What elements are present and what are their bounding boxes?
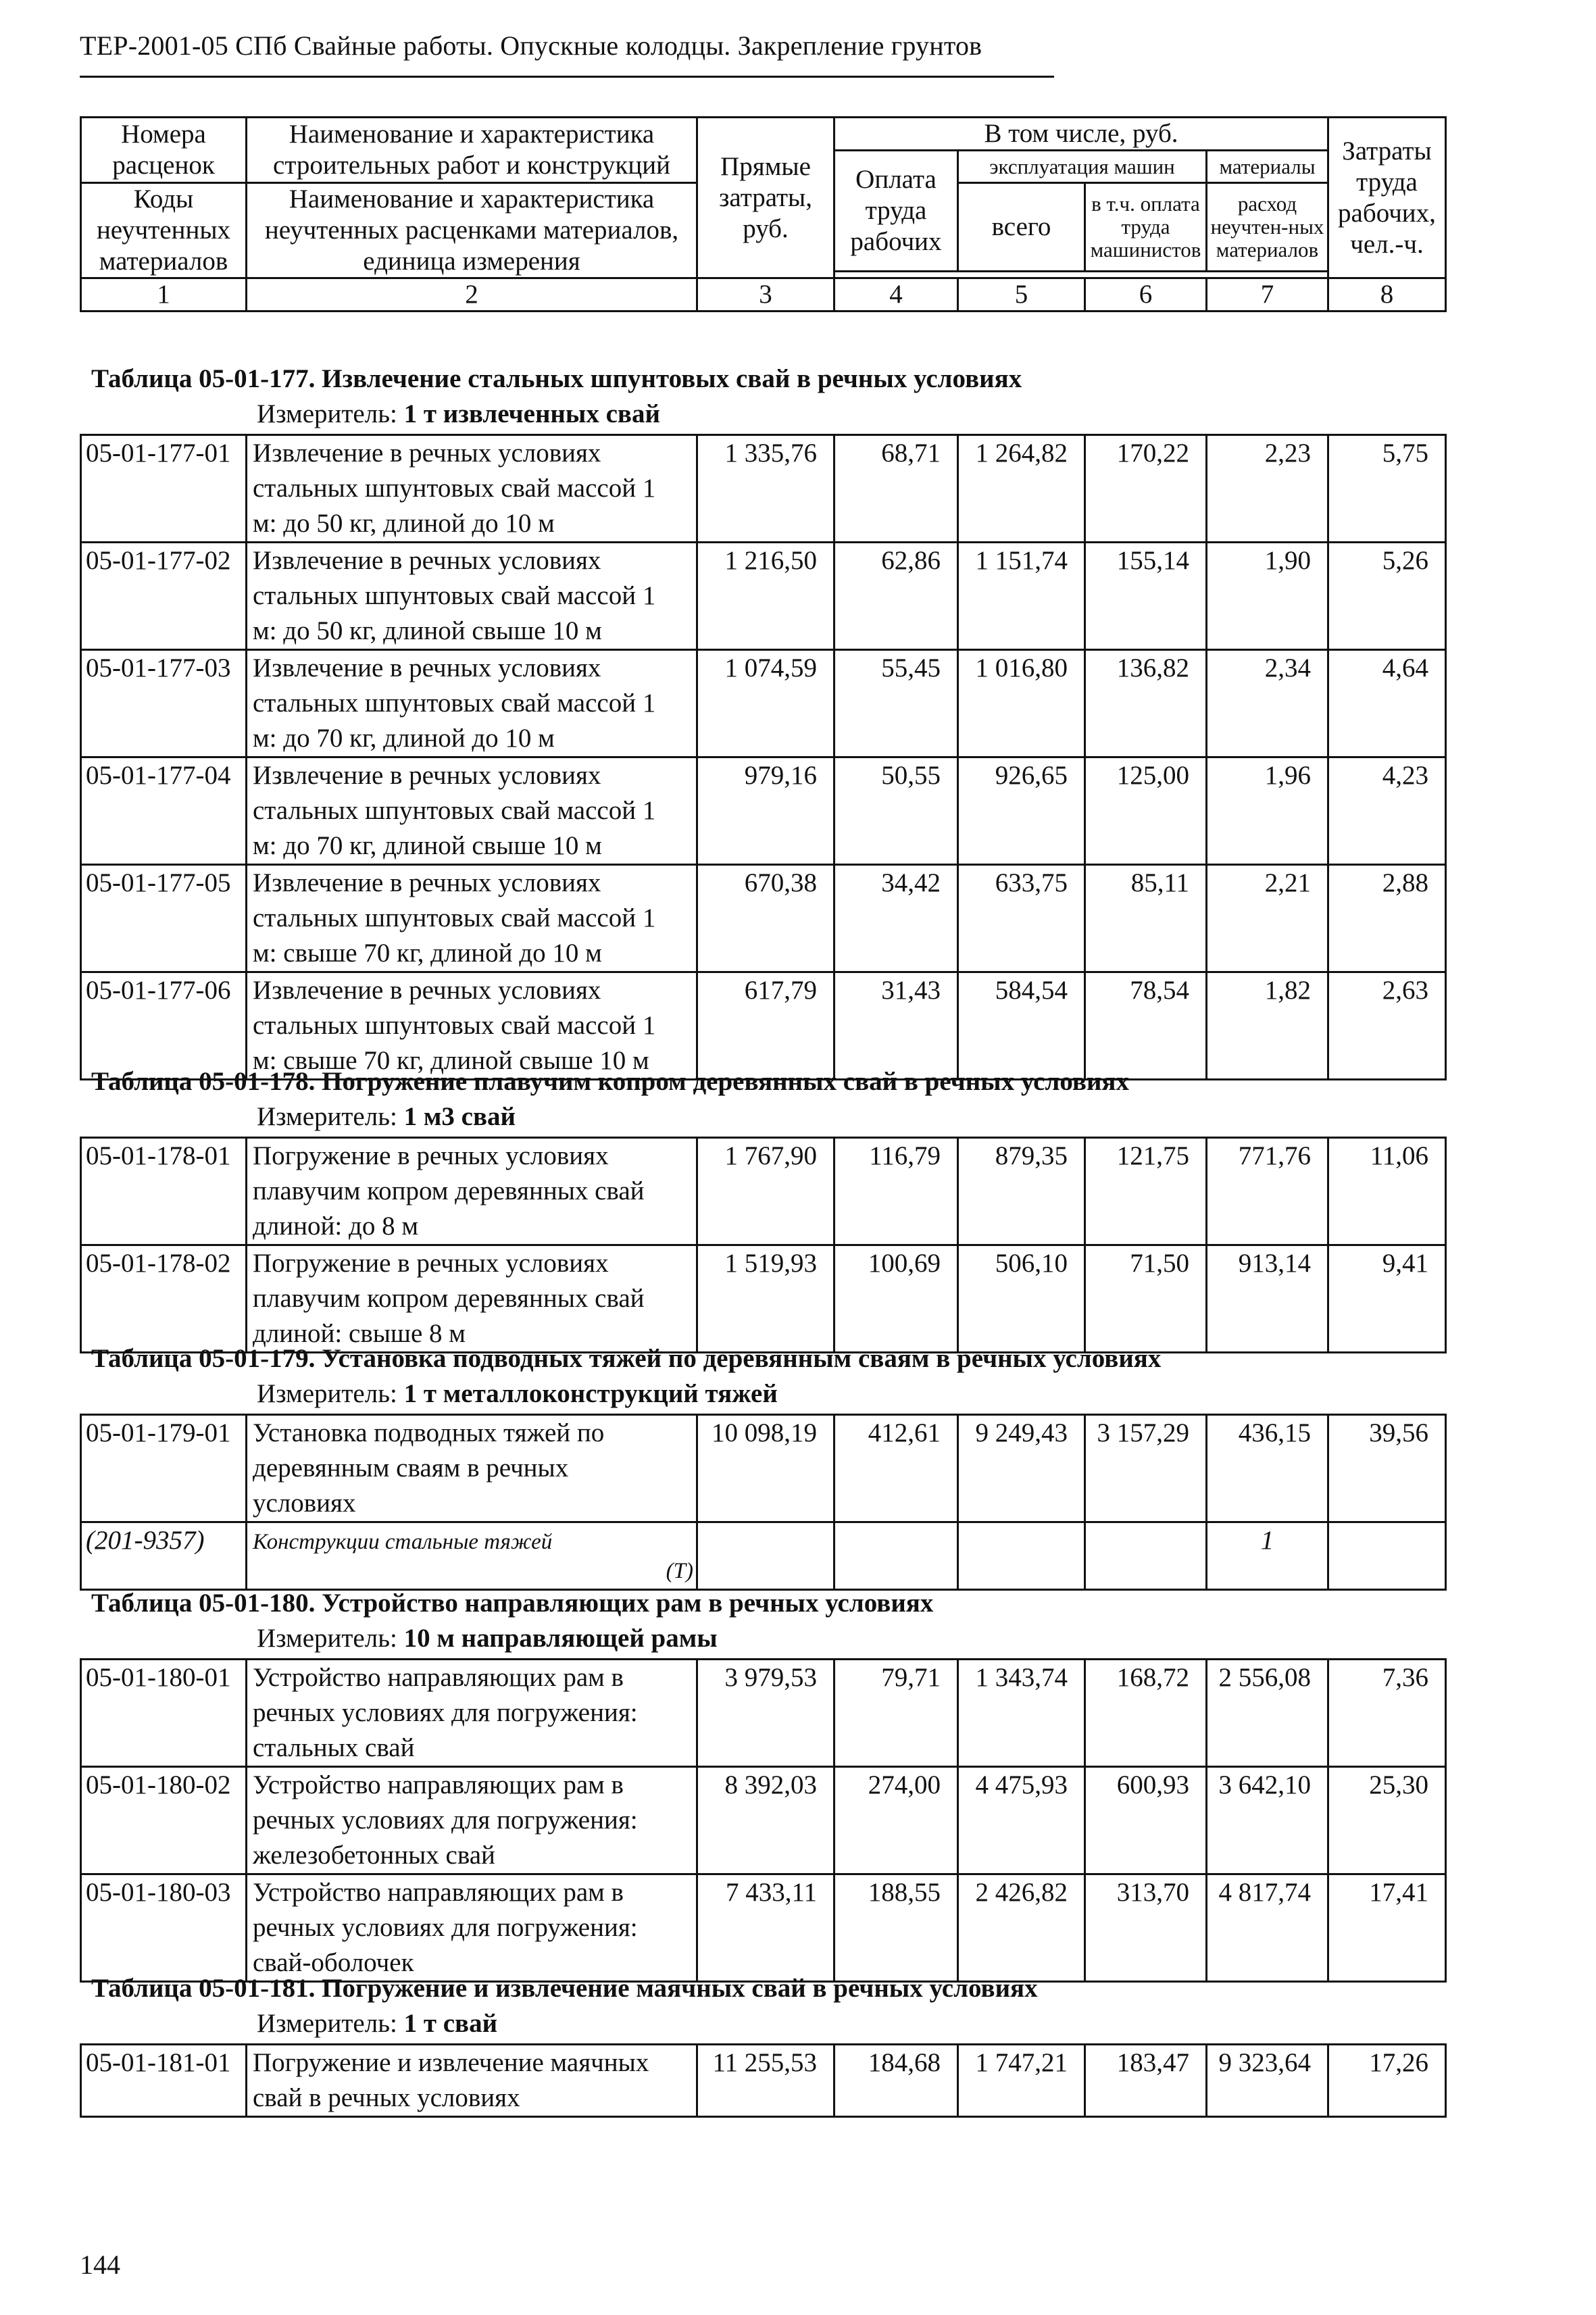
- work-name: [247, 435, 697, 543]
- material-quantity: 1: [1207, 1522, 1328, 1590]
- work-name-line: стальных шпунтовых свай массой 1: [253, 689, 656, 718]
- work-name-line: железобетонных свай: [253, 1841, 495, 1870]
- operator-wages: 136,82: [1085, 650, 1207, 757]
- measure-value: 1 т извлеченных свай: [403, 399, 660, 428]
- header-including: В том числе, руб.: [834, 118, 1328, 151]
- column-number: 6: [1085, 278, 1207, 312]
- operator-wages: 78,54: [1085, 972, 1207, 1080]
- machine-total: 1 264,82: [958, 435, 1085, 543]
- rows-body: [81, 2045, 1446, 2117]
- empty-cell: [1328, 1522, 1446, 1590]
- work-name-line: Погружение в речных условиях: [253, 1141, 609, 1170]
- measure-value: 1 м3 свай: [403, 1102, 516, 1131]
- work-name-line: плавучим копром деревянных свай: [253, 1284, 645, 1313]
- operator-wages: 121,75: [1085, 1138, 1207, 1245]
- work-name: [247, 1660, 697, 1767]
- rate-code: 05-01-178-01: [81, 1138, 247, 1245]
- materials-cost: 9 323,64: [1207, 2045, 1328, 2117]
- header-machine-total: всего: [958, 183, 1085, 272]
- running-head: ТЕР-2001-05 СПб Свайные работы. Опускные колодцы. Закрепление грунтов: [80, 30, 982, 61]
- rate-table-179: [80, 1414, 1447, 1591]
- worker-wages: 116,79: [834, 1138, 958, 1245]
- direct-costs: 1 335,76: [697, 435, 834, 543]
- rate-code: 05-01-180-03: [81, 1874, 247, 1982]
- work-name: [247, 2045, 697, 2117]
- measure-label: Измеритель:: [257, 399, 397, 428]
- table-row: [81, 2045, 1446, 2117]
- work-name: [247, 1415, 697, 1522]
- measure-value: 1 т свай: [403, 2009, 498, 2038]
- work-name-line: длиной: свыше 8 м: [253, 1319, 466, 1348]
- labor-hours: 4,64: [1328, 650, 1446, 757]
- header-material-codes: Коды неучтенных материалов: [81, 183, 247, 278]
- work-name: [247, 865, 697, 972]
- direct-costs: 979,16: [697, 757, 834, 865]
- measure-line: [257, 1101, 516, 1132]
- rows-body: [81, 1138, 1446, 1353]
- work-name-line: Погружение и извлечение маячных: [253, 2048, 649, 2077]
- rate-table-177: [80, 434, 1447, 1080]
- work-name: [247, 650, 697, 757]
- worker-wages: 100,69: [834, 1245, 958, 1353]
- column-number: 2: [247, 278, 697, 312]
- materials-cost: 2 556,08: [1207, 1660, 1328, 1767]
- machine-total: 633,75: [958, 865, 1085, 972]
- rows-body: [81, 1660, 1446, 1982]
- work-name-line: стальных свай: [253, 1733, 415, 1762]
- machine-total: 9 249,43: [958, 1415, 1085, 1522]
- worker-wages: 31,43: [834, 972, 958, 1080]
- table-title: Таблица 05-01-177. Извлечение стальных шпунтовых свай в речных условиях: [91, 364, 1022, 393]
- work-name-line: Извлечение в речных условиях: [253, 868, 601, 897]
- operator-wages: 71,50: [1085, 1245, 1207, 1353]
- table-row: [81, 1874, 1446, 1982]
- column-number: 8: [1328, 278, 1446, 312]
- work-name: [247, 972, 697, 1080]
- column-number: 5: [958, 278, 1085, 312]
- work-name-line: Извлечение в речных условиях: [253, 976, 601, 1005]
- header-rule: [80, 76, 1054, 78]
- worker-wages: 62,86: [834, 543, 958, 650]
- work-name-line: Извлечение в речных условиях: [253, 546, 601, 575]
- header-machine-operation: эксплуатация машин: [958, 151, 1207, 183]
- materials-cost: 2,34: [1207, 650, 1328, 757]
- machine-total: 506,10: [958, 1245, 1085, 1353]
- measure-label: Измеритель:: [257, 1102, 397, 1131]
- labor-hours: 5,75: [1328, 435, 1446, 543]
- measure-line: [257, 1378, 778, 1409]
- table-row: [81, 1245, 1446, 1353]
- material-name: Конструкции стальные тяжей: [253, 1530, 553, 1554]
- page-number: 144: [80, 2249, 120, 2280]
- operator-wages: 3 157,29: [1085, 1415, 1207, 1522]
- header-materials: материалы: [1207, 151, 1328, 183]
- work-name-line: Устройство направляющих рам в: [253, 1770, 624, 1799]
- empty-cell: [834, 1522, 958, 1590]
- worker-wages: 55,45: [834, 650, 958, 757]
- operator-wages: 155,14: [1085, 543, 1207, 650]
- direct-costs: 8 392,03: [697, 1767, 834, 1874]
- work-name-line: речных условиях для погружения:: [253, 1806, 638, 1835]
- operator-wages: 600,93: [1085, 1767, 1207, 1874]
- work-name-line: Установка подводных тяжей по: [253, 1418, 605, 1447]
- header-material-names: Наименование и характеристика неучтенных расценками материалов, единица измерения: [247, 183, 697, 278]
- work-name-line: длиной: до 8 м: [253, 1212, 419, 1241]
- direct-costs: 10 098,19: [697, 1415, 834, 1522]
- table-row: [81, 757, 1446, 865]
- work-name: [247, 1245, 697, 1353]
- rate-code: 05-01-177-01: [81, 435, 247, 543]
- column-header-table: [80, 116, 1447, 312]
- direct-costs: 7 433,11: [697, 1874, 834, 1982]
- rate-table-178: [80, 1137, 1447, 1353]
- worker-wages: 188,55: [834, 1874, 958, 1982]
- work-name-line: Извлечение в речных условиях: [253, 439, 601, 468]
- work-name-line: Извлечение в речных условиях: [253, 653, 601, 682]
- machine-total: 584,54: [958, 972, 1085, 1080]
- labor-hours: 25,30: [1328, 1767, 1446, 1874]
- labor-hours: 17,26: [1328, 2045, 1446, 2117]
- machine-total: 1 151,74: [958, 543, 1085, 650]
- machine-total: 926,65: [958, 757, 1085, 865]
- table-row: [81, 972, 1446, 1080]
- work-name-line: плавучим копром деревянных свай: [253, 1176, 645, 1205]
- measure-label: Измеритель:: [257, 2009, 397, 2038]
- column-number: 3: [697, 278, 834, 312]
- labor-hours: 2,63: [1328, 972, 1446, 1080]
- materials-cost: 2,21: [1207, 865, 1328, 972]
- measure-line: [257, 2008, 497, 2039]
- work-name-line: речных условиях для погружения:: [253, 1913, 638, 1942]
- table-title: Таблица 05-01-181. Погружение и извлечение маячных свай в речных условиях: [91, 1974, 1038, 2003]
- work-name: [247, 543, 697, 650]
- worker-wages: 50,55: [834, 757, 958, 865]
- work-name-line: стальных шпунтовых свай массой 1: [253, 581, 656, 610]
- machine-total: 879,35: [958, 1138, 1085, 1245]
- rate-code: 05-01-177-04: [81, 757, 247, 865]
- rate-code: 05-01-180-01: [81, 1660, 247, 1767]
- work-name: [247, 1767, 697, 1874]
- measure-value: 1 т металлоконструкций тяжей: [403, 1379, 778, 1408]
- labor-hours: 11,06: [1328, 1138, 1446, 1245]
- measure-label: Измеритель:: [257, 1379, 397, 1408]
- labor-hours: 7,36: [1328, 1660, 1446, 1767]
- labor-hours: 5,26: [1328, 543, 1446, 650]
- work-name-line: Устройство направляющих рам в: [253, 1878, 624, 1907]
- column-number: 4: [834, 278, 958, 312]
- machine-total: 1 016,80: [958, 650, 1085, 757]
- operator-wages: 85,11: [1085, 865, 1207, 972]
- labor-hours: 39,56: [1328, 1415, 1446, 1522]
- work-name-line: стальных шпунтовых свай массой 1: [253, 796, 656, 825]
- table-row: [81, 1138, 1446, 1245]
- material-code: (201-9357): [81, 1522, 247, 1590]
- rate-code: 05-01-178-02: [81, 1245, 247, 1353]
- operator-wages: 313,70: [1085, 1874, 1207, 1982]
- work-name: [247, 757, 697, 865]
- table-row: [81, 1415, 1446, 1522]
- work-name-line: речных условиях для погружения:: [253, 1698, 638, 1727]
- table-title: Таблица 05-01-179. Установка подводных тяжей по деревянным сваям в речных условиях: [91, 1344, 1162, 1373]
- materials-cost: 2,23: [1207, 435, 1328, 543]
- header-unaccounted-materials: расход неучтен-ных материалов: [1207, 183, 1328, 272]
- direct-costs: 1 216,50: [697, 543, 834, 650]
- worker-wages: 34,42: [834, 865, 958, 972]
- material-mark: (Т): [666, 1559, 693, 1583]
- worker-wages: 79,71: [834, 1660, 958, 1767]
- material-body: [81, 1522, 1446, 1590]
- work-name-line: м: до 70 кг, длиной до 10 м: [253, 724, 555, 753]
- labor-hours: 9,41: [1328, 1245, 1446, 1353]
- materials-cost: 436,15: [1207, 1415, 1328, 1522]
- operator-wages: 168,72: [1085, 1660, 1207, 1767]
- header-work-name: Наименование и характеристика строительных работ и конструкций: [247, 118, 697, 183]
- direct-costs: 1 074,59: [697, 650, 834, 757]
- machine-total: 1 343,74: [958, 1660, 1085, 1767]
- rate-code: 05-01-180-02: [81, 1767, 247, 1874]
- machine-total: 1 747,21: [958, 2045, 1085, 2117]
- work-name-line: стальных шпунтовых свай массой 1: [253, 1011, 656, 1040]
- empty-cell: [697, 1522, 834, 1590]
- column-number: 1: [81, 278, 247, 312]
- rows-body: [81, 1415, 1446, 1522]
- work-name-line: свай-оболочек: [253, 1948, 414, 1977]
- work-name-line: м: до 70 кг, длиной свыше 10 м: [253, 831, 602, 860]
- direct-costs: 1 519,93: [697, 1245, 834, 1353]
- materials-cost: 913,14: [1207, 1245, 1328, 1353]
- labor-hours: 4,23: [1328, 757, 1446, 865]
- column-number: 7: [1207, 278, 1328, 312]
- worker-wages: 184,68: [834, 2045, 958, 2117]
- header-direct-costs: Прямые затраты, руб.: [697, 118, 834, 278]
- worker-wages: 68,71: [834, 435, 958, 543]
- labor-hours: 17,41: [1328, 1874, 1446, 1982]
- work-name-line: м: свыше 70 кг, длиной свыше 10 м: [253, 1046, 649, 1075]
- table-title: Таблица 05-01-180. Устройство направляющих рам в речных условиях: [91, 1589, 934, 1618]
- table-row: [81, 1660, 1446, 1767]
- table-row: [81, 543, 1446, 650]
- work-name-line: м: свыше 70 кг, длиной до 10 м: [253, 939, 602, 968]
- table-row: [81, 650, 1446, 757]
- empty-cell: [958, 1522, 1085, 1590]
- materials-cost: 1,82: [1207, 972, 1328, 1080]
- machine-total: 2 426,82: [958, 1874, 1085, 1982]
- header-worker-wages: Оплата труда рабочих: [834, 151, 958, 272]
- machine-total: 4 475,93: [958, 1767, 1085, 1874]
- work-name-line: свай в речных условиях: [253, 2083, 520, 2112]
- work-name-line: м: до 50 кг, длиной свыше 10 м: [253, 616, 602, 645]
- work-name: [247, 1874, 697, 1982]
- empty-cell: [1085, 1522, 1207, 1590]
- work-name-line: Устройство направляющих рам в: [253, 1663, 624, 1692]
- header-labor-hours: Затраты труда рабочих, чел.-ч.: [1328, 118, 1446, 278]
- rate-table-181: [80, 2043, 1447, 2118]
- materials-cost: 1,96: [1207, 757, 1328, 865]
- operator-wages: 170,22: [1085, 435, 1207, 543]
- operator-wages: 183,47: [1085, 2045, 1207, 2117]
- measure-line: [257, 399, 660, 429]
- measure-value: 10 м направляющей рамы: [403, 1624, 718, 1653]
- work-name: [247, 1138, 697, 1245]
- work-name-line: стальных шпунтовых свай массой 1: [253, 903, 656, 932]
- header-operator-wages: в т.ч. оплата труда машинистов: [1085, 183, 1207, 272]
- materials-cost: 3 642,10: [1207, 1767, 1328, 1874]
- operator-wages: 125,00: [1085, 757, 1207, 865]
- rate-code: 05-01-181-01: [81, 2045, 247, 2117]
- material-row: [81, 1522, 1446, 1590]
- table-title: Таблица 05-01-178. Погружение плавучим копром деревянных свай в речных условиях: [91, 1067, 1130, 1096]
- work-name-line: стальных шпунтовых свай массой 1: [253, 474, 656, 503]
- work-name-line: Погружение в речных условиях: [253, 1249, 609, 1278]
- direct-costs: 670,38: [697, 865, 834, 972]
- table-row: [81, 1767, 1446, 1874]
- rate-code: 05-01-177-02: [81, 543, 247, 650]
- direct-costs: 617,79: [697, 972, 834, 1080]
- materials-cost: 771,76: [1207, 1138, 1328, 1245]
- measure-line: [257, 1623, 718, 1653]
- rate-table-180: [80, 1658, 1447, 1983]
- header-rate-numbers: Номера расценок: [81, 118, 247, 183]
- work-name-line: Извлечение в речных условиях: [253, 761, 601, 790]
- worker-wages: 274,00: [834, 1767, 958, 1874]
- materials-cost: 4 817,74: [1207, 1874, 1328, 1982]
- table-row: [81, 435, 1446, 543]
- rows-body: [81, 435, 1446, 1080]
- direct-costs: 11 255,53: [697, 2045, 834, 2117]
- rate-code: 05-01-177-06: [81, 972, 247, 1080]
- direct-costs: 3 979,53: [697, 1660, 834, 1767]
- direct-costs: 1 767,90: [697, 1138, 834, 1245]
- worker-wages: 412,61: [834, 1415, 958, 1522]
- labor-hours: 2,88: [1328, 865, 1446, 972]
- material-name-cell: [247, 1522, 697, 1590]
- work-name-line: условиях: [253, 1489, 356, 1518]
- measure-label: Измеритель:: [257, 1624, 397, 1653]
- rate-code: 05-01-179-01: [81, 1415, 247, 1522]
- rate-code: 05-01-177-05: [81, 865, 247, 972]
- table-row: [81, 865, 1446, 972]
- rate-code: 05-01-177-03: [81, 650, 247, 757]
- work-name-line: м: до 50 кг, длиной до 10 м: [253, 509, 555, 538]
- work-name-line: деревянным сваям в речных: [253, 1453, 569, 1483]
- materials-cost: 1,90: [1207, 543, 1328, 650]
